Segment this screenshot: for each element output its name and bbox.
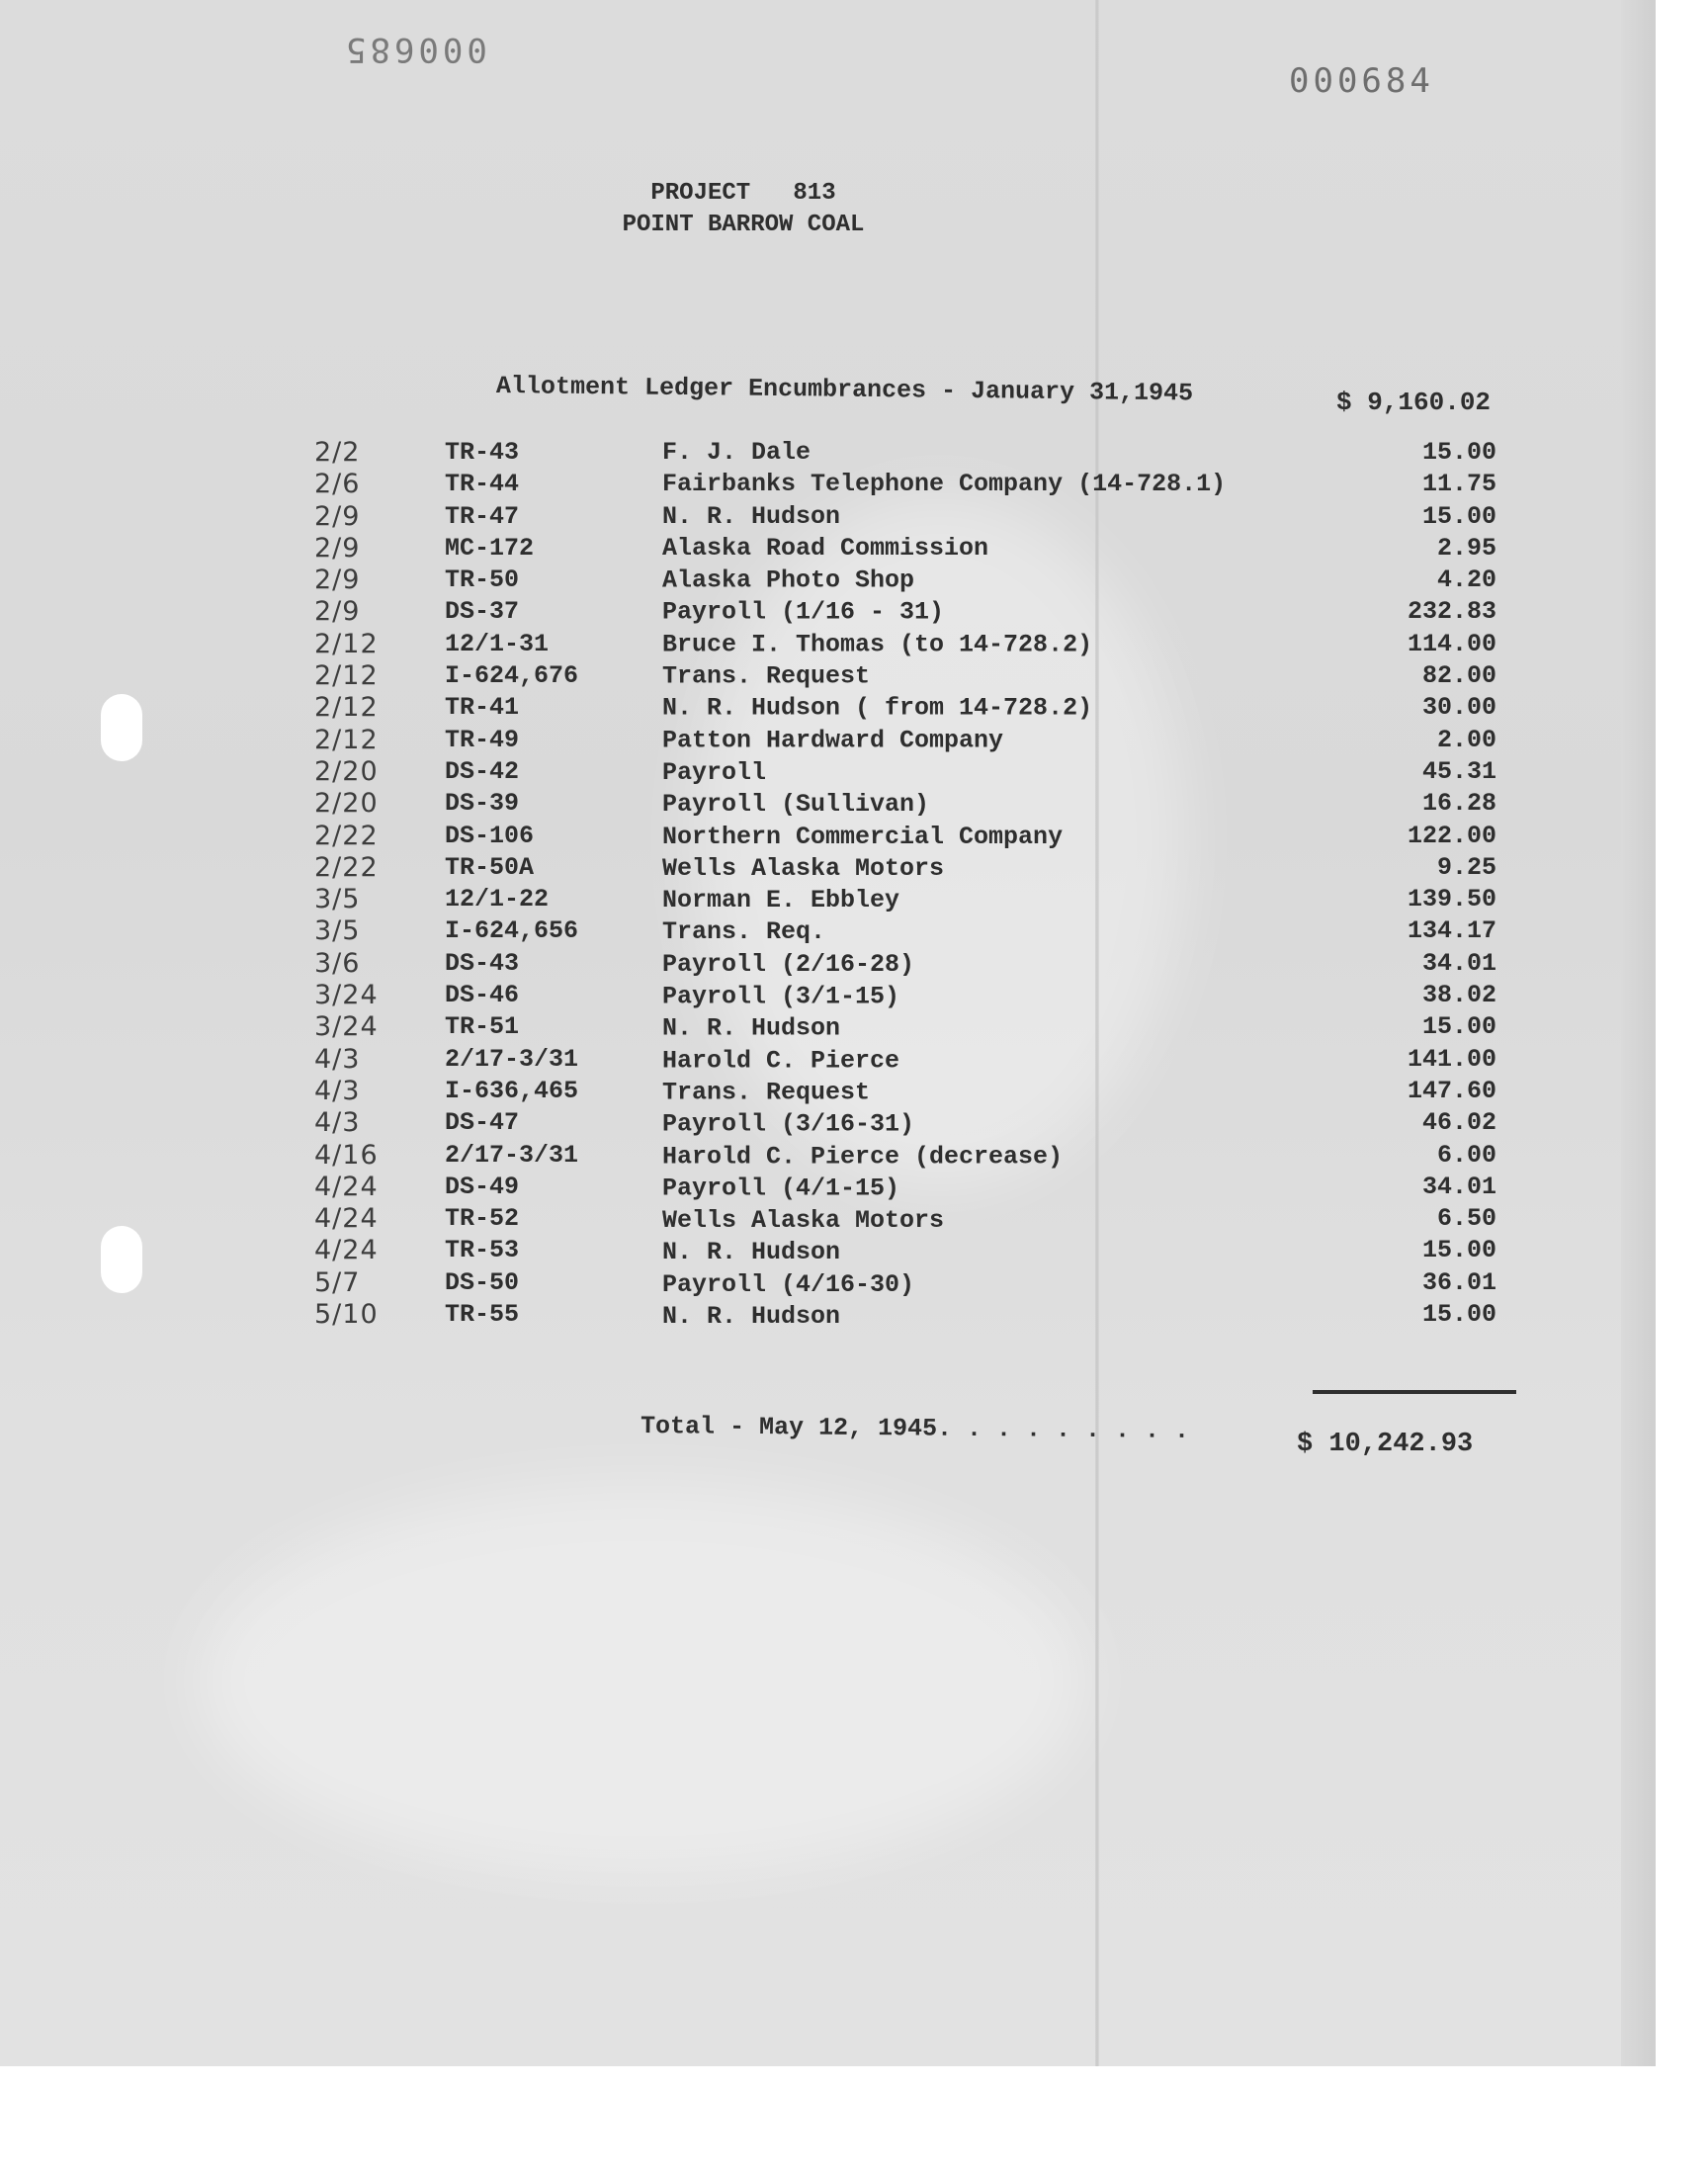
entry-description: N. R. Hudson [662, 501, 841, 531]
entry-date: 4/3 [314, 1107, 361, 1139]
entry-reference: 2/17-3/31 [445, 1140, 579, 1170]
table-row [0, 1267, 1656, 1299]
entry-date: 3/5 [314, 915, 361, 947]
opening-balance-label: Allotment Ledger Encumbrances - January 31,1945 [495, 372, 1194, 408]
table-row [0, 852, 1656, 884]
entry-amount: 15.00 [1421, 1012, 1496, 1042]
entry-description: Bruce I. Thomas (to 14-728.2) [662, 630, 1093, 659]
total-amount: $ 10,242.93 [1297, 1430, 1474, 1459]
table-row [0, 437, 1656, 469]
table-row [0, 948, 1656, 980]
entry-date: 2/20 [314, 755, 379, 787]
entry-description: Harold C. Pierce [662, 1046, 900, 1076]
entry-date: 2/12 [314, 724, 379, 755]
entry-description: N. R. Hudson [662, 1238, 841, 1267]
entry-amount: 45.31 [1421, 756, 1496, 786]
entry-date: 2/9 [314, 596, 361, 628]
entry-amount: 30.00 [1421, 693, 1496, 723]
entry-description: Payroll (3/16-31) [662, 1109, 915, 1139]
entry-reference: I-624,656 [445, 916, 579, 946]
entry-reference: 2/17-3/31 [445, 1044, 579, 1074]
entry-reference: TR-47 [445, 501, 520, 531]
entry-description: Payroll (3/1-15) [662, 982, 900, 1011]
entry-description: Payroll (2/16-28) [662, 949, 915, 979]
entry-description: Wells Alaska Motors [662, 853, 945, 883]
entry-amount: 46.02 [1421, 1108, 1496, 1138]
entry-amount: 139.50 [1407, 885, 1496, 914]
entry-reference: DS-39 [445, 789, 520, 819]
table-row [0, 980, 1656, 1011]
entry-description: N. R. Hudson ( from 14-728.2) [662, 693, 1093, 723]
entry-reference: TR-53 [445, 1236, 520, 1265]
entry-description: Alaska Photo Shop [662, 566, 915, 595]
table-row [0, 1044, 1656, 1076]
entry-description: Patton Hardward Company [662, 726, 1004, 755]
entry-amount: 15.00 [1421, 438, 1496, 467]
entry-amount: 15.00 [1421, 1236, 1496, 1265]
entry-reference: TR-50A [445, 852, 535, 882]
entry-date: 3/5 [314, 884, 361, 915]
project-title: PROJECT 813 [650, 180, 836, 207]
entry-reference: DS-106 [445, 821, 535, 850]
table-row [0, 533, 1656, 565]
entry-reference: I-624,676 [445, 661, 579, 691]
entry-amount: 16.28 [1421, 789, 1496, 819]
entry-date: 2/9 [314, 532, 361, 564]
table-row [0, 884, 1656, 915]
table-row [0, 629, 1656, 660]
entry-reference: TR-43 [445, 438, 520, 467]
entry-date: 2/2 [314, 437, 361, 468]
entry-date: 4/3 [314, 1043, 361, 1075]
table-row [0, 501, 1656, 533]
entry-reference: DS-46 [445, 981, 520, 1010]
entry-amount: 38.02 [1421, 981, 1496, 1010]
entry-description: Alaska Road Commission [662, 534, 989, 564]
entry-date: 2/12 [314, 692, 379, 724]
entry-amount: 11.75 [1421, 470, 1496, 499]
entry-date: 2/6 [314, 469, 361, 500]
page-number-stamp: 000684 [1289, 61, 1434, 101]
entry-reference: TR-49 [445, 725, 520, 754]
table-row [0, 596, 1656, 628]
entry-date: 3/6 [314, 947, 361, 979]
entry-description: N. R. Hudson [662, 1302, 841, 1332]
entry-date: 2/9 [314, 565, 361, 596]
table-row [0, 756, 1656, 788]
project-subtitle: POINT BARROW COAL [622, 212, 865, 238]
table-row [0, 788, 1656, 820]
paper-shading [198, 1483, 1087, 1878]
entry-date: 2/22 [314, 820, 379, 851]
entry-date: 2/20 [314, 788, 379, 820]
entry-amount: 15.00 [1421, 501, 1496, 531]
entry-description: Payroll (Sullivan) [662, 790, 930, 820]
entry-amount: 34.01 [1421, 1172, 1496, 1201]
table-row [0, 725, 1656, 756]
entry-reference: DS-49 [445, 1172, 520, 1201]
entry-amount: 36.01 [1421, 1267, 1496, 1297]
entry-date: 5/10 [314, 1299, 379, 1331]
table-row [0, 1140, 1656, 1172]
table-row [0, 1172, 1656, 1203]
entry-amount: 2.95 [1436, 533, 1496, 563]
table-row [0, 821, 1656, 852]
entry-date: 4/3 [314, 1075, 361, 1106]
entry-description: Harold C. Pierce (decrease) [662, 1142, 1064, 1172]
table-row [0, 692, 1656, 724]
entry-date: 4/24 [314, 1171, 379, 1202]
entry-description: Wells Alaska Motors [662, 1205, 945, 1235]
entry-description: Payroll (1/16 - 31) [662, 597, 945, 627]
entry-amount: 232.83 [1407, 597, 1496, 627]
entry-reference: TR-41 [445, 693, 520, 723]
table-row [0, 1299, 1656, 1331]
entry-date: 2/9 [314, 500, 361, 532]
entry-amount: 9.25 [1436, 852, 1496, 882]
entry-description: Payroll (4/16-30) [662, 1269, 915, 1299]
entry-reference: MC-172 [445, 533, 535, 563]
entry-amount: 6.50 [1436, 1204, 1496, 1234]
entry-amount: 15.00 [1421, 1300, 1496, 1330]
entry-description: Trans. Request [662, 1078, 871, 1107]
table-row [0, 1203, 1656, 1235]
entry-reference: TR-44 [445, 470, 520, 499]
entry-reference: TR-51 [445, 1012, 520, 1042]
entry-amount: 6.00 [1436, 1140, 1496, 1170]
entry-description: Norman E. Ebbley [662, 886, 900, 915]
entry-reference: 12/1-31 [445, 629, 550, 658]
entry-reference: TR-52 [445, 1204, 520, 1234]
mirrored-page-stamp: 000685 [342, 30, 487, 69]
entry-description: Payroll [662, 757, 767, 787]
table-row [0, 1235, 1656, 1266]
entry-amount: 4.20 [1436, 566, 1496, 595]
entry-date: 2/12 [314, 628, 379, 659]
entry-amount: 82.00 [1421, 661, 1496, 691]
entry-amount: 122.00 [1407, 821, 1496, 850]
entry-reference: DS-37 [445, 597, 520, 627]
entry-amount: 134.17 [1407, 916, 1496, 946]
entry-reference: 12/1-22 [445, 885, 550, 914]
table-row [0, 469, 1656, 500]
entry-amount: 34.01 [1421, 948, 1496, 978]
table-row [0, 565, 1656, 596]
entry-amount: 114.00 [1407, 629, 1496, 658]
entry-amount: 2.00 [1436, 725, 1496, 754]
entry-date: 4/24 [314, 1235, 379, 1266]
entry-date: 2/12 [314, 660, 379, 692]
opening-balance-amount: $ 9,160.02 [1336, 388, 1492, 417]
entry-reference: TR-55 [445, 1300, 520, 1330]
table-row [0, 1076, 1656, 1107]
entry-description: Fairbanks Telephone Company (14-728.1) [662, 470, 1227, 499]
entry-date: 2/22 [314, 851, 379, 883]
entry-description: N. R. Hudson [662, 1013, 841, 1043]
total-label: Total - May 12, 1945. . . . . . . . . [640, 1412, 1190, 1445]
total-rule [1313, 1390, 1516, 1394]
table-row [0, 1107, 1656, 1139]
table-row [0, 915, 1656, 947]
table-row [0, 660, 1656, 692]
entry-description: Trans. Request [662, 661, 871, 691]
entry-description: Trans. Req. [662, 917, 826, 947]
entry-description: Northern Commercial Company [662, 822, 1064, 851]
entry-reference: DS-43 [445, 948, 520, 978]
entry-description: Payroll (4/1-15) [662, 1174, 900, 1203]
entry-reference: DS-42 [445, 756, 520, 786]
entry-reference: DS-50 [445, 1267, 520, 1297]
entry-date: 3/24 [314, 980, 379, 1011]
entry-reference: DS-47 [445, 1108, 520, 1138]
table-row [0, 1011, 1656, 1043]
entry-date: 3/24 [314, 1011, 379, 1043]
entry-amount: 147.60 [1407, 1076, 1496, 1105]
entry-date: 5/7 [314, 1266, 361, 1298]
entry-date: 4/24 [314, 1203, 379, 1235]
entry-reference: TR-50 [445, 566, 520, 595]
entry-reference: I-636,465 [445, 1076, 579, 1105]
entry-amount: 141.00 [1407, 1044, 1496, 1074]
entry-description: F. J. Dale [662, 438, 811, 467]
entry-date: 4/16 [314, 1139, 379, 1171]
ledger-table [0, 437, 1656, 1331]
